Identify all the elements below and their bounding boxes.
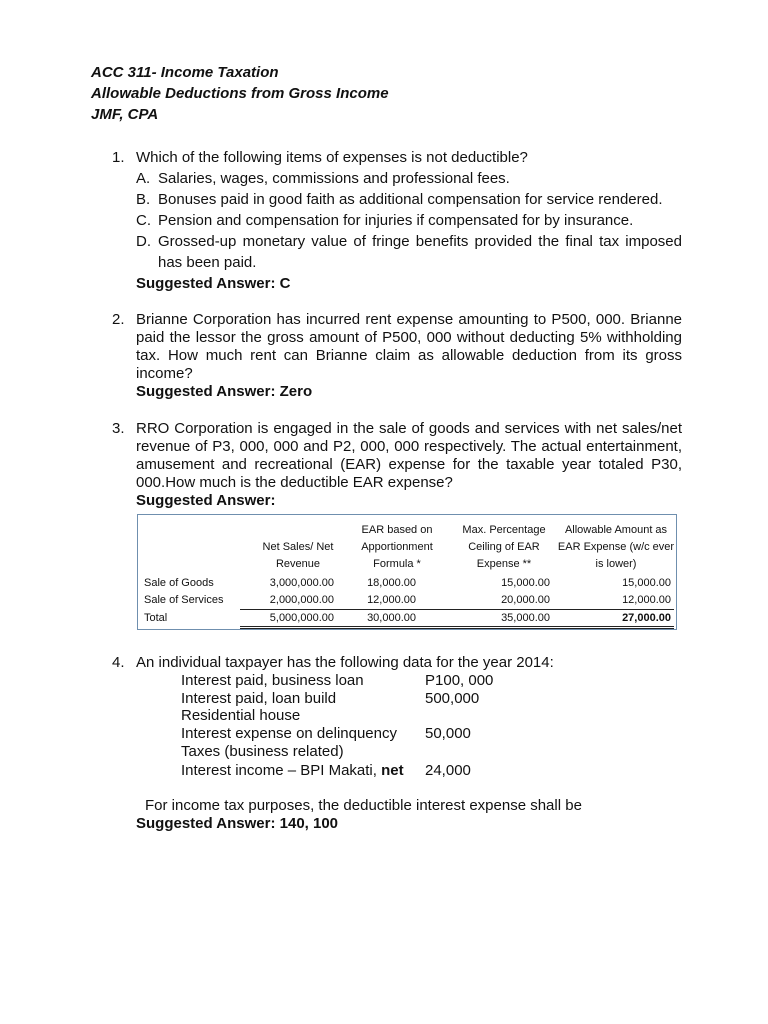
table-cell: 12,000.00 (622, 594, 671, 606)
total-double-rule-1 (240, 626, 674, 627)
table-cell: 30,000.00 (367, 612, 416, 624)
list-item-label: Interest income – BPI Makati, net (181, 762, 404, 779)
list-item-label: Interest paid, loan build (181, 690, 337, 707)
table-cell: 18,000.00 (367, 577, 416, 589)
option-a: A. Salaries, wages, commissions and professional fees. (136, 170, 510, 187)
table-cell-total-allowable: 27,000.00 (622, 612, 671, 624)
table-cell: 35,000.00 (501, 612, 550, 624)
question-number: 1. (112, 149, 125, 166)
question-3 (112, 420, 682, 510)
question-number: 4. (112, 654, 125, 671)
table-cell: 12,000.00 (367, 594, 416, 606)
suggested-answer: Suggested Answer: (136, 492, 276, 509)
row-label: Total (144, 612, 168, 624)
table-cell: 2,000,000.00 (269, 594, 334, 606)
col-header-allowable: Allowable Amount as EAR Expense (w/c ever is lower) (557, 524, 675, 570)
table-cell: 15,000.00 (622, 577, 671, 589)
ear-table (137, 514, 677, 630)
col-header-ear-apportionment: EAR based on Apportionment Formula * (361, 524, 433, 570)
q4-prompt: For income tax purposes, the deductible interest expense shall be (145, 797, 582, 814)
list-item-label: Interest expense on delinquency (181, 725, 397, 742)
list-item-label: Residential house (181, 707, 301, 724)
option-c: C. Pension and compensation for injuries if compensated for by insurance. (136, 212, 634, 229)
question-text: An individual taxpayer has the following data for the year 2014: (136, 654, 554, 671)
table-cell: 15,000.00 (501, 577, 550, 589)
table-cell: 20,000.00 (501, 594, 550, 606)
author-line: JMF, CPA (91, 106, 159, 123)
table-cell: 5,000,000.00 (269, 612, 334, 624)
topic-title: Allowable Deductions from Gross Income (91, 85, 389, 102)
total-double-rule-2 (240, 628, 674, 629)
question-text: Which of the following items of expenses is not deductible? (136, 149, 528, 166)
list-item-value: 500,000 (425, 690, 480, 707)
question-4 (112, 654, 682, 672)
col-header-net-sales: Net Sales/ Net Revenue (262, 541, 334, 570)
question-text: RRO Corporation is engaged in the sale of goods and services with net sales/net revenue of P3, 000, 000 and P2, 000, 000 respectively. The actual entertainment, amusement and recreational (EAR) expense for the taxable year totaled P30, 000.How much is the deductible EAR expense? (136, 420, 682, 491)
list-item-value: 24,000 (425, 762, 471, 779)
row-label: Sale of Services (144, 594, 224, 606)
row-label: Sale of Goods (144, 577, 214, 589)
question-number: 2. (112, 311, 125, 328)
col-header-max-ceiling: Max. Percentage Ceiling of EAR Expense ** (462, 524, 546, 570)
question-2 (112, 311, 682, 401)
option-d: D. Grossed-up monetary value of fringe benefits provided the final tax imposed has been paid. (136, 233, 682, 271)
list-item-value: 50,000 (425, 725, 471, 742)
question-1 (112, 147, 682, 294)
question-number: 3. (112, 420, 125, 437)
list-item-value: P100, 000 (425, 672, 494, 689)
question-text: Brianne Corporation has incurred rent expense amounting to P500, 000. Brianne paid the lessor the gross amount of P500, 000 without deducting 5% withholding tax. How much rent can Brianne claim as allowable deduction from its gross income? (136, 311, 682, 382)
suggested-answer: Suggested Answer: Zero (136, 383, 313, 400)
suggested-answer: Suggested Answer: C (136, 275, 291, 292)
option-b: B. Bonuses paid in good faith as additional compensation for service rendered. (136, 191, 663, 208)
list-item-label: Taxes (business related) (181, 743, 344, 760)
course-title: ACC 311- Income Taxation (91, 64, 279, 81)
table-cell: 3,000,000.00 (269, 577, 334, 589)
suggested-answer: Suggested Answer: 140, 100 (136, 815, 339, 832)
list-item-label: Interest paid, business loan (181, 672, 364, 689)
